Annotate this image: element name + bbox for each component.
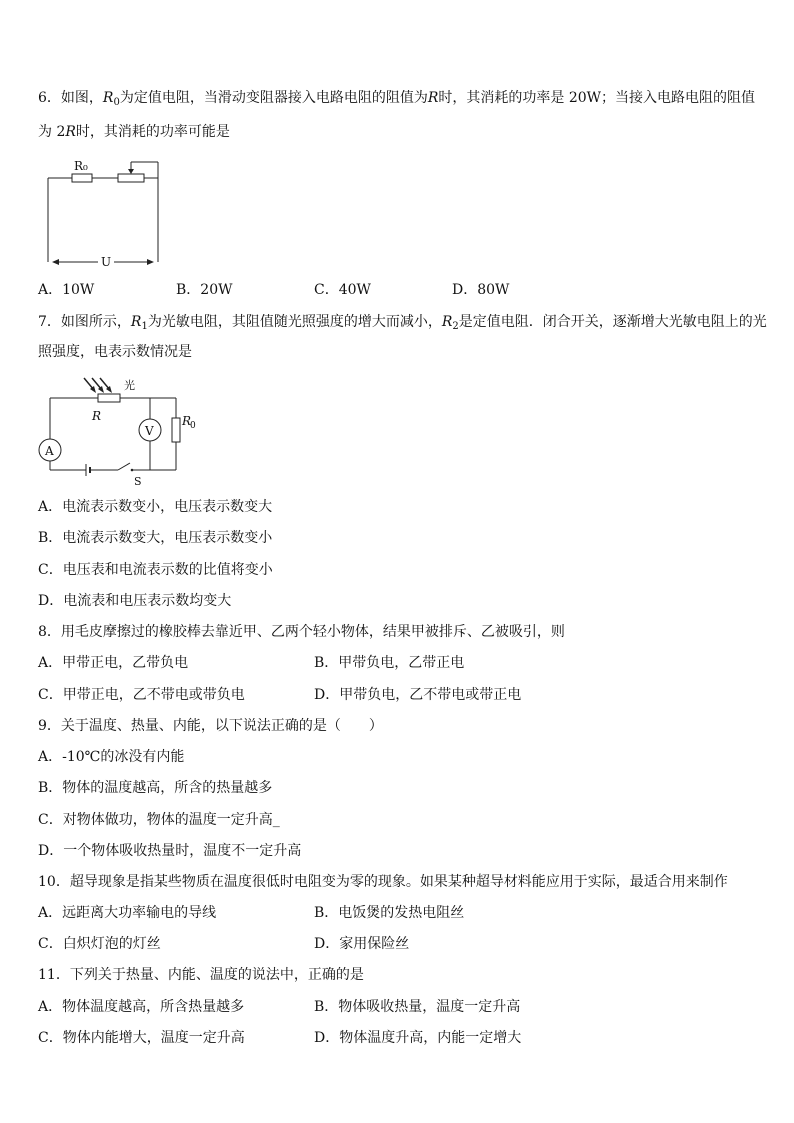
q6-label-r0: R₀ xyxy=(74,159,88,173)
q6-option-b[interactable]: B．20W xyxy=(176,282,233,298)
q10-option-c[interactable]: C．白炽灯泡的灯丝 xyxy=(38,936,161,952)
q8-stem: 8．用毛皮摩擦过的橡胶棒去靠近甲、乙两个轻小物体，结果甲被排斥、乙被吸引，则 xyxy=(38,624,565,640)
q11-option-c[interactable]: C．物体内能增大，温度一定升高 xyxy=(38,1030,245,1046)
q7-resistor-r0 xyxy=(172,418,180,442)
q7-r2-symbol: R xyxy=(441,314,453,330)
q7-switch-blade xyxy=(118,463,130,470)
q7-number: 7．如图所示， xyxy=(38,314,131,330)
q7-label-s: S xyxy=(134,475,142,488)
q10-option-a[interactable]: A．远距离大功率输电的导线 xyxy=(38,905,217,921)
q6-line2-r: R xyxy=(65,124,76,140)
q11-option-d[interactable]: D．物体温度升高，内能一定增大 xyxy=(314,1030,522,1046)
q7-option-c[interactable]: C．电压表和电流表示数的比值将变小 xyxy=(38,562,273,578)
q7-label-r0-subscript: 0 xyxy=(190,421,196,431)
q9-option-b[interactable]: B．物体的温度越高，所含的热量越多 xyxy=(38,780,273,796)
q6-r0-symbol: R xyxy=(102,90,114,106)
q9-option-d[interactable]: D．一个物体吸收热量时，温度不一定升高 xyxy=(38,843,302,859)
q6-r0-subscript: 0 xyxy=(113,97,120,108)
q6-option-c[interactable]: C．40W xyxy=(314,282,371,298)
q6-resistor-r0 xyxy=(72,174,92,182)
q7-stem-line1 xyxy=(38,312,767,332)
q9-stem: 9．关于温度、热量、内能，以下说法正确的是（ ） xyxy=(38,718,383,734)
q7-option-a[interactable]: A．电流表示数变小，电压表示数变大 xyxy=(38,499,273,515)
q6-stem-line2 xyxy=(38,122,230,142)
q7-r2-subscript: 2 xyxy=(452,321,459,332)
q9-option-a[interactable]: A．-10℃的冰没有内能 xyxy=(38,749,185,765)
q11-option-a[interactable]: A．物体温度越高，所含热量越多 xyxy=(38,999,245,1015)
q6-circuit-diagram xyxy=(40,150,170,275)
q10-option-d[interactable]: D．家用保险丝 xyxy=(314,936,410,952)
q8-option-a[interactable]: A．甲带正电，乙带负电 xyxy=(38,655,189,671)
q7-text2: 是定值电阻．闭合开关，逐渐增大光敏电阻上的光 xyxy=(458,314,767,330)
q7-label-a: A xyxy=(45,444,54,458)
q7-circuit-diagram xyxy=(38,372,208,490)
q6-stem-line1 xyxy=(38,88,755,108)
q6-u-arrowhead-right xyxy=(147,259,154,265)
q7-r1-subscript: 1 xyxy=(141,321,148,332)
q7-r1-symbol: R xyxy=(130,314,142,330)
q7-label-r: R xyxy=(92,409,102,423)
q7-stem-line2: 照强度，电表示数情况是 xyxy=(38,344,192,360)
q6-text1: 为定值电阻，当滑动变阻器接入电路电阻的阻值为 xyxy=(119,90,428,106)
q9-option-c[interactable]: C．对物体做功，物体的温度一定升高_ xyxy=(38,812,280,828)
q7-label-light: 光 xyxy=(124,379,135,392)
q7-photoresistor-r xyxy=(98,394,120,402)
q6-option-a[interactable]: A．10W xyxy=(38,282,95,298)
q6-slider-arrow xyxy=(128,169,134,174)
q8-option-d[interactable]: D．甲带负电，乙不带电或带正电 xyxy=(314,687,522,703)
q7-label-r0: R xyxy=(182,414,192,428)
q7-label-v: V xyxy=(145,424,154,438)
q6-text2: 时，其消耗的功率是 20W；当接入电路电阻的阻值 xyxy=(438,90,756,106)
q10-option-b[interactable]: B．电饭煲的发热电阻丝 xyxy=(314,905,465,921)
q7-option-d[interactable]: D．电流表和电压表示数均变大 xyxy=(38,593,232,609)
q6-u-arrowhead-left xyxy=(52,259,59,265)
q10-stem: 10．超导现象是指某些物质在温度很低时电阻变为零的现象。如果某种超导材料能应用于实际，最适合用来制作 xyxy=(38,874,728,890)
q8-option-c[interactable]: C．甲带正电，乙不带电或带负电 xyxy=(38,687,245,703)
q6-line2-pre: 为 2 xyxy=(38,124,66,140)
q6-number: 6．如图， xyxy=(38,90,103,106)
q6-rheostat xyxy=(118,174,144,182)
q6-line2-post: 时，其消耗的功率可能是 xyxy=(75,124,230,140)
q11-option-b[interactable]: B．物体吸收热量，温度一定升高 xyxy=(314,999,521,1015)
q8-option-b[interactable]: B．甲带负电，乙带正电 xyxy=(314,655,465,671)
q7-option-b[interactable]: B．电流表示数变大，电压表示数变小 xyxy=(38,530,273,546)
q6-option-d[interactable]: D．80W xyxy=(452,282,510,298)
q7-text1: 为光敏电阻，其阻值随光照强度的增大而减小， xyxy=(147,314,442,330)
q11-stem: 11．下列关于热量、内能、温度的说法中，正确的是 xyxy=(38,967,364,983)
q6-label-u: U xyxy=(101,255,112,269)
q6-r-symbol: R xyxy=(427,90,439,106)
